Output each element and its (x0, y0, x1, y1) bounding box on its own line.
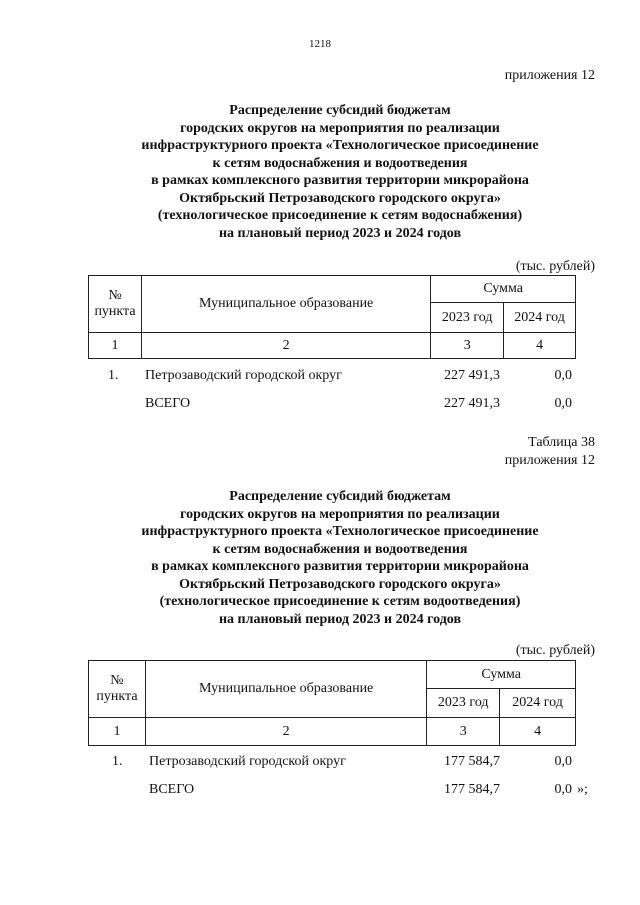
row-municipality: Петрозаводский городской округ (149, 754, 346, 769)
units-label: (тыс. рублей) (515, 259, 595, 274)
header-municipality: Муниципальное образование (141, 276, 430, 333)
title-line: инфраструктурного проекта «Технологическое присоединение (141, 524, 539, 539)
col-index: 2 (145, 718, 426, 746)
units-label: (тыс. рублей) (515, 643, 595, 658)
row-value-2023: 227 491,3 (444, 368, 500, 383)
total-value-2023: 177 584,7 (444, 782, 500, 797)
title-line: (технологическое присоединение к сетям водоснабжения) (157, 208, 523, 223)
title-line: Октябрьский Петрозаводского городского округа» (179, 190, 501, 206)
title-line: Распределение субсидий бюджетам (229, 489, 451, 504)
total-label: ВСЕГО (145, 396, 191, 411)
header-year-2024: 2024 год (500, 689, 576, 718)
col-index: 1 (89, 718, 146, 746)
header-sum: Сумма (431, 276, 576, 303)
header-sum: Сумма (427, 661, 576, 689)
header-municipality: Муниципальное образование (145, 661, 426, 718)
title-line: в рамках комплексного развития территории микрорайона (151, 173, 529, 188)
title-line: к сетям водоснабжения и водоотведения (212, 541, 468, 557)
row-value-2024: 0,0 (554, 754, 572, 769)
closing-quote: »; (577, 782, 588, 797)
row-municipality: Петрозаводский городской округ (145, 368, 342, 383)
title-line: (технологическое присоединение к сетям водоотведения) (159, 594, 521, 609)
annex-line: приложения 12 (504, 453, 595, 468)
row-number: 1. (112, 754, 123, 769)
total-value-2023: 227 491,3 (444, 396, 500, 411)
total-value-2024: 0,0 (554, 782, 572, 797)
col-index: 1 (89, 333, 142, 359)
table-label: Таблица 38 (528, 435, 595, 450)
subsidy-table (88, 275, 576, 359)
row-number: 1. (108, 368, 119, 383)
title-line: на плановый период 2023 и 2024 годов (218, 611, 462, 627)
header-year-2023: 2023 год (431, 303, 504, 333)
col-index: 2 (141, 333, 430, 359)
title-line: в рамках комплексного развития территории микрорайона (151, 559, 529, 574)
col-index: 3 (427, 718, 500, 746)
header-year-2023: 2023 год (427, 689, 500, 718)
title-line: городских округов на мероприятия по реализации (180, 120, 500, 136)
total-label: ВСЕГО (149, 782, 195, 797)
header-num: № пункта (89, 661, 146, 718)
row-value-2024: 0,0 (554, 368, 572, 383)
col-index: 4 (500, 718, 576, 746)
header-num: № пункта (89, 276, 142, 333)
subsidy-table (88, 660, 576, 746)
header-year-2024: 2024 год (504, 303, 576, 333)
title-line: городских округов на мероприятия по реализации (180, 506, 500, 522)
section-title (60, 488, 620, 628)
col-index: 3 (431, 333, 504, 359)
title-line: Октябрьский Петрозаводского городского округа» (179, 576, 501, 592)
total-value-2024: 0,0 (554, 396, 572, 411)
title-line: Распределение субсидий бюджетам (229, 103, 451, 118)
annex-line: приложения 12 (504, 68, 595, 83)
page-number: 1218 (309, 38, 331, 50)
title-line: к сетям водоснабжения и водоотведения (212, 155, 468, 171)
row-value-2023: 177 584,7 (444, 754, 500, 769)
title-line: инфраструктурного проекта «Технологическое присоединение (141, 138, 539, 153)
section-title (60, 102, 620, 242)
title-line: на плановый период 2023 и 2024 годов (218, 225, 462, 241)
col-index: 4 (504, 333, 576, 359)
